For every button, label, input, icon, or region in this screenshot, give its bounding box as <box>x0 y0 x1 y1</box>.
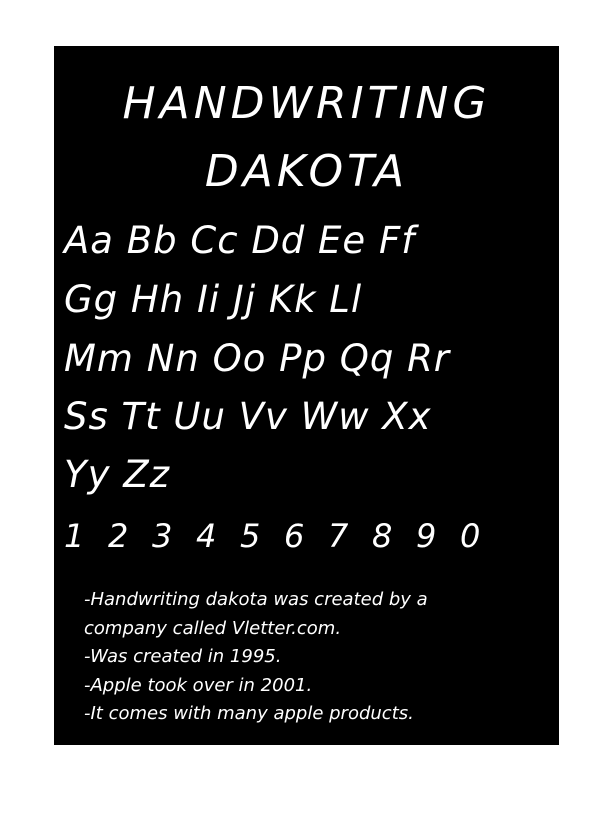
numeral: 7 <box>328 517 352 555</box>
numeral: 4 <box>196 517 220 555</box>
alphabet-row: Ss Tt Uu Vv Ww Xx <box>64 395 432 438</box>
note-line: -Handwriting dakota was created by a <box>84 589 428 610</box>
alphabet-row: Yy Zz <box>64 453 171 496</box>
note-line: -It comes with many apple products. <box>84 703 414 724</box>
notes-block <box>84 586 554 729</box>
numeral: 0 <box>460 517 484 555</box>
title-line-1: HANDWRITING <box>122 78 491 129</box>
numerals-row <box>64 516 504 556</box>
alphabet-row: Aa Bb Cc Dd Ee Ff <box>64 219 416 262</box>
note-line: -Apple took over in 2001. <box>84 674 313 696</box>
numeral: 9 <box>416 517 440 555</box>
numeral: 3 <box>152 517 176 555</box>
numeral: 8 <box>372 517 396 555</box>
numeral: 6 <box>284 517 308 555</box>
numeral: 1 <box>64 517 88 555</box>
font-specimen-panel <box>54 46 559 745</box>
note-line: -Was created in 1995. <box>84 646 282 667</box>
title-line-2: DAKOTA <box>204 146 409 197</box>
alphabet-row: Mm Nn Oo Pp Qq Rr <box>64 337 450 380</box>
alphabet-row: Gg Hh Ii Jj Kk Ll <box>64 278 363 321</box>
note-line: company called Vletter.com. <box>84 617 342 639</box>
numeral: 5 <box>240 517 264 555</box>
numeral: 2 <box>108 517 132 555</box>
